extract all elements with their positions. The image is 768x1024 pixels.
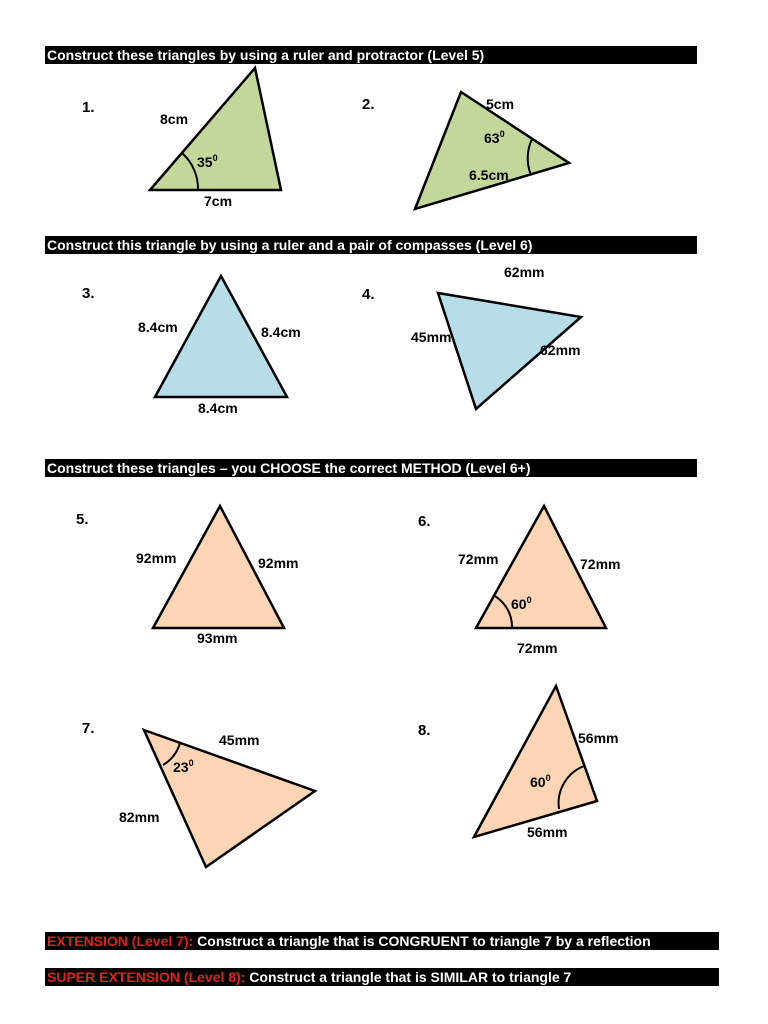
triangle-2-number: 2. <box>362 96 375 113</box>
triangle-6-number: 6. <box>418 513 431 530</box>
triangle-1-angle: $35^0$ <box>197 153 218 170</box>
triangle-6-angle: $60^0$ <box>511 595 532 612</box>
triangle-7-angle: $23^0$ <box>173 758 194 775</box>
triangle-5 <box>76 506 298 646</box>
super-extension-label: SUPER EXTENSION (Level 8): <box>47 969 246 985</box>
triangle-1-label-base: 7cm <box>204 193 233 209</box>
triangle-2-label-bottom: 6.5cm <box>469 167 509 183</box>
triangle-8-angle: $60^0$ <box>530 773 551 790</box>
triangle-3-number: 3. <box>82 285 95 302</box>
triangle-8 <box>418 686 618 840</box>
triangle-4-label-left: 45mm <box>411 329 452 345</box>
triangle-5-label-base: 93mm <box>197 630 238 646</box>
triangle-2 <box>362 92 569 209</box>
triangle-3-label-base: 8.4cm <box>198 400 238 416</box>
super-extension-text: Construct a triangle that is SIMILAR to triangle 7 <box>245 969 572 985</box>
triangle-8-label-right: 56mm <box>578 730 619 746</box>
triangle-1-number: 1. <box>82 99 95 116</box>
triangle-6-label-left: 72mm <box>458 551 499 567</box>
section-heading-level5: Construct these triangles by using a ruler and protractor (Level 5) <box>45 46 697 64</box>
triangle-3-label-right: 8.4cm <box>261 324 301 340</box>
triangle-4 <box>362 264 581 409</box>
triangle-2-angle: $63^0$ <box>484 129 505 146</box>
triangle-6 <box>418 506 620 656</box>
triangle-4-number: 4. <box>362 286 375 303</box>
triangle-5-number: 5. <box>76 511 89 528</box>
triangle-7-label-left: 82mm <box>119 809 160 825</box>
triangle-6-label-base: 72mm <box>517 640 558 656</box>
triangle-8-label-bottom: 56mm <box>527 824 568 840</box>
triangle-7-shape <box>144 730 315 867</box>
triangle-8-number: 8. <box>418 722 431 739</box>
triangle-7-label-top: 45mm <box>219 732 260 748</box>
extension-label: EXTENSION (Level 7): <box>47 933 194 949</box>
triangle-3 <box>82 276 301 416</box>
triangle-7-number: 7. <box>82 720 95 737</box>
triangle-3-label-left: 8.4cm <box>138 319 178 335</box>
section-heading-level6: Construct this triangle by using a ruler and a pair of compasses (Level 6) <box>45 236 697 254</box>
triangle-1-shape <box>150 68 281 190</box>
triangle-4-label-right: 62mm <box>540 342 581 358</box>
triangle-5-label-left: 92mm <box>136 550 177 566</box>
section-heading-level6plus: Construct these triangles – you CHOOSE the correct METHOD (Level 6+) <box>45 459 697 477</box>
triangle-5-label-right: 92mm <box>258 555 299 571</box>
triangle-6-label-right: 72mm <box>580 556 621 572</box>
triangle-8-shape <box>474 686 597 837</box>
triangle-7 <box>82 720 315 867</box>
triangle-1 <box>82 68 281 209</box>
triangle-2-label-top: 5cm <box>486 96 515 112</box>
triangle-1-label-side: 8cm <box>160 111 189 127</box>
extension-text: Construct a triangle that is CONGRUENT to triangle 7 by a reflection <box>193 933 651 949</box>
triangle-4-label-top: 62mm <box>504 264 545 280</box>
